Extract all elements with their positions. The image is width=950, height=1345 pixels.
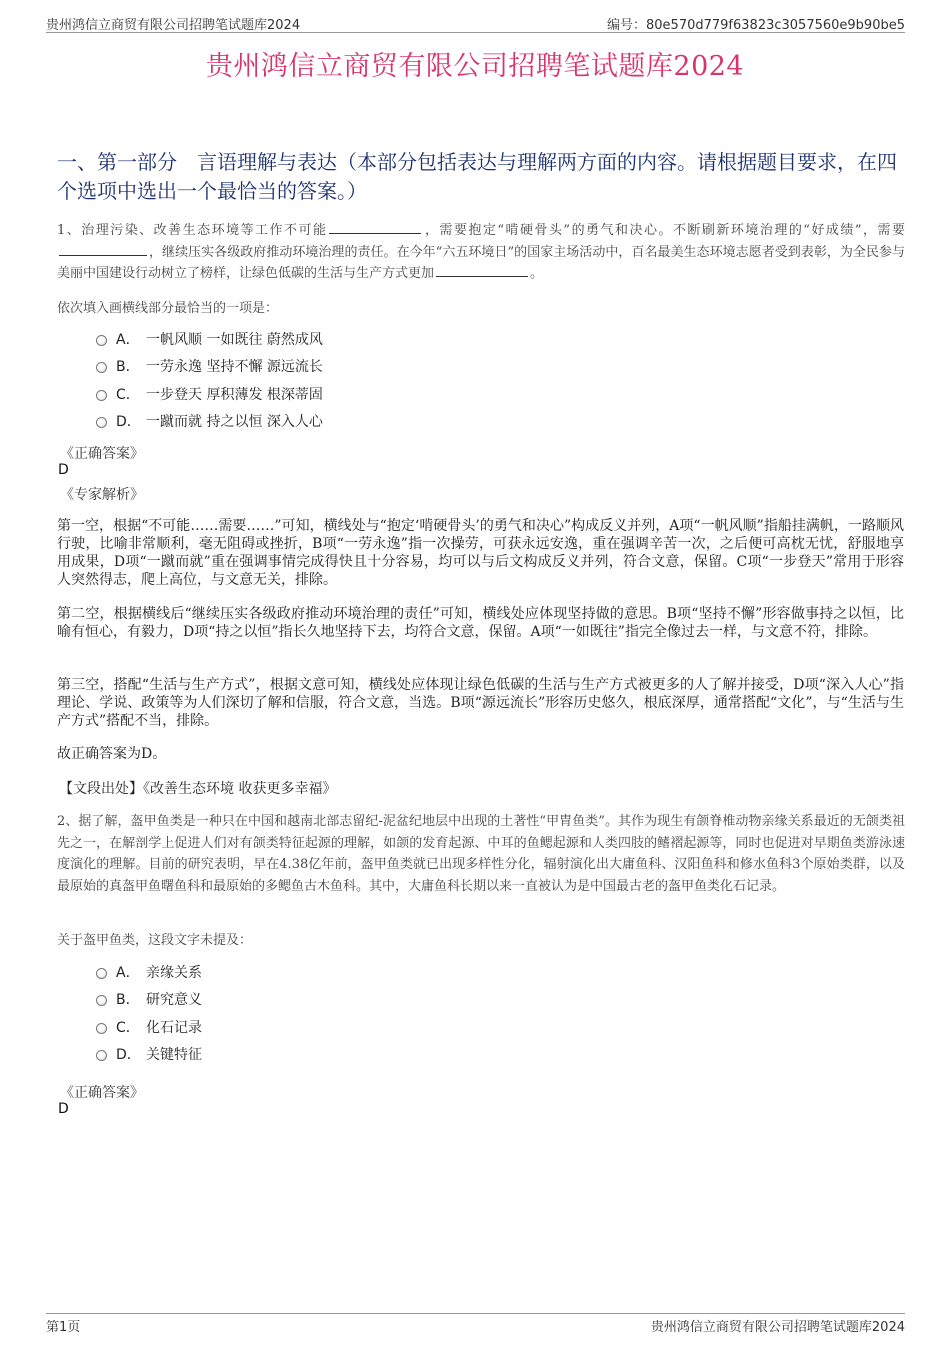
page-footer	[46, 1313, 905, 1334]
option-text: 一帆风顺 一如既往 蔚然成风	[146, 331, 323, 348]
option-letter: A．	[116, 331, 140, 348]
radio-icon[interactable]	[96, 1050, 107, 1061]
page-header	[46, 12, 905, 33]
option-letter: C．	[116, 1019, 140, 1036]
analysis-conclusion: 故正确答案为D。	[57, 746, 167, 762]
question-1-prompt: 依次填入画横线部分最恰当的一项是：	[57, 301, 279, 316]
question-1-text-c: ，继续压实各级政府推动环境治理的责任。在今年“六五环境日”的国家主场活动中，百名最美生态环境志愿者受到表彰，为全民参与美丽中国建设行动树立了榜样，让绿色低碳的生活与生产方式更加	[57, 244, 905, 281]
option-letter: B．	[116, 359, 140, 376]
question-2-option-c[interactable]	[96, 1013, 202, 1041]
radio-icon[interactable]	[96, 968, 107, 979]
question-1-analysis-label: 《专家解析》	[60, 487, 144, 503]
option-text: 关键特征	[146, 1047, 202, 1064]
radio-icon[interactable]	[96, 417, 107, 428]
radio-icon[interactable]	[96, 335, 107, 346]
question-1-stem	[57, 220, 905, 285]
question-2-prompt: 关于盔甲鱼类，这段文字未提及：	[57, 933, 253, 948]
analysis-paragraph-2: 第二空，根据横线后“继续压实各级政府推动环境治理的责任”可知，横线处应体现坚持做的意思。B项“坚持不懈”形容做事持之以恒，比喻有恒心，有毅力，D项“持之以恒”指长久地坚持下去，均符合文意，保留。A项“一如既往”指完全像过去一样，与文意不符，排除。	[57, 606, 904, 640]
option-letter: D．	[116, 1047, 141, 1064]
question-2-answer: D	[58, 1101, 69, 1117]
header-doc-title: 贵州鸿信立商贸有限公司招聘笔试题库2024	[46, 18, 301, 33]
radio-icon[interactable]	[96, 995, 107, 1006]
option-letter: D．	[116, 414, 141, 431]
question-2-option-d[interactable]	[96, 1041, 202, 1069]
radio-icon[interactable]	[96, 390, 107, 401]
question-2-options	[96, 958, 202, 1068]
analysis-paragraph-1: 第一空，根据“不可能……需要……”可知，横线处与“抱定‘啃硬骨头’的勇气和决心”构成反义并列，A项“一帆风顺”指船挂满帆，一路顺风行驶，比喻非常顺利，毫无阻碍或挫折，B项“一劳永逸”指一次操劳，可获永远安逸，重在强调辛苦一次，之后便可高枕无忧，舒服地享用成果，D项“一蹴而就”重在强调事情完成得快且十分容易，均可以与后文构成反义并列，符合文意，保留。C项“一步登天”常用于形容人突然得志，爬上高位，与文意无关，排除。	[57, 518, 904, 588]
radio-icon[interactable]	[96, 362, 107, 373]
option-text: 亲缘关系	[146, 964, 202, 981]
option-text: 一蹴而就 持之以恒 深入人心	[146, 414, 323, 431]
question-1-option-d[interactable]	[96, 408, 323, 436]
question-1-option-a[interactable]	[96, 325, 323, 353]
option-text: 化石记录	[146, 1019, 202, 1036]
answer-blank-3	[436, 264, 528, 277]
question-2-option-b[interactable]	[96, 986, 202, 1014]
question-1-option-b[interactable]	[96, 353, 323, 381]
option-letter: A．	[116, 964, 140, 981]
radio-icon[interactable]	[96, 1023, 107, 1034]
answer-blank-1	[329, 221, 421, 234]
analysis-paragraph-3: 第三空，搭配“生活与生产方式”，根据文意可知，横线处应体现让绿色低碳的生活与生产方式被更多的人了解并接受，D项“深入人心”指理论、学说、政策等为人们深切了解和信服，符合文意，当选。B项“源远流长”形容历史悠久，根底深厚，通常搭配“文化”，与“生活与生产方式”搭配不当，排除。	[57, 677, 904, 729]
question-1-text-b: ，需要抱定“啃硬骨头”的勇气和决心。不断刷新环境治理的“好成绩”，需要	[423, 223, 905, 238]
question-1-text-a: 1、治理污染、改善生态环境等工作不可能	[57, 223, 328, 238]
option-text: 一步登天 厚积薄发 根深蒂固	[146, 386, 323, 403]
question-2-stem: 2、据了解，盔甲鱼类是一种只在中国和越南北部志留纪-泥盆纪地层中出现的土著性“甲胄鱼类”。其作为现生有颌脊椎动物亲缘关系最近的无颌类祖先之一，在解剖学上促进人们对有颌类特征起源的理解，如颌的发育起源、中耳的鱼鳃起源和人类四肢的鳍褶起源等，同时也促进对早期鱼类游泳速度演化的理解。目前的研究表明，早在4.38亿年前，盔甲鱼类就已出现多样性分化，辐射演化出大庸鱼科、汉阳鱼科和修水鱼科3个原始类群，以及最原始的真盔甲鱼曙鱼科和最原始的多鳃鱼古木鱼科。其中，大庸鱼科长期以来一直被认为是中国最古老的盔甲鱼类化石记录。	[57, 814, 905, 894]
question-1-options	[96, 325, 323, 435]
question-1-text-d: 。	[530, 266, 544, 281]
question-2-answer-label: 《正确答案》	[60, 1085, 144, 1101]
question-2-option-a[interactable]	[96, 958, 202, 986]
option-text: 一劳永逸 坚持不懈 源远流长	[146, 359, 323, 376]
option-text: 研究意义	[146, 992, 202, 1009]
answer-blank-2	[59, 243, 147, 256]
option-letter: B．	[116, 992, 140, 1009]
question-1-answer-label: 《正确答案》	[60, 446, 144, 462]
question-1-answer: D	[58, 462, 69, 478]
question-1-option-c[interactable]	[96, 380, 323, 408]
option-letter: C．	[116, 386, 140, 403]
section-heading: 一、第一部分 言语理解与表达（本部分包括表达与理解两方面的内容。请根据题目要求，在四个选项中选出一个最恰当的答案。）	[57, 150, 897, 203]
header-doc-id: 编号：80e570d779f63823c3057560e9b90be5	[607, 18, 905, 33]
page-number: 第1页	[46, 1320, 81, 1335]
footer-doc-title: 贵州鸿信立商贸有限公司招聘笔试题库2024	[650, 1320, 905, 1335]
page-title: 贵州鸿信立商贸有限公司招聘笔试题库2024	[205, 51, 745, 82]
analysis-source: 【文段出处】《改善生态环境 收获更多幸福》	[59, 781, 337, 797]
